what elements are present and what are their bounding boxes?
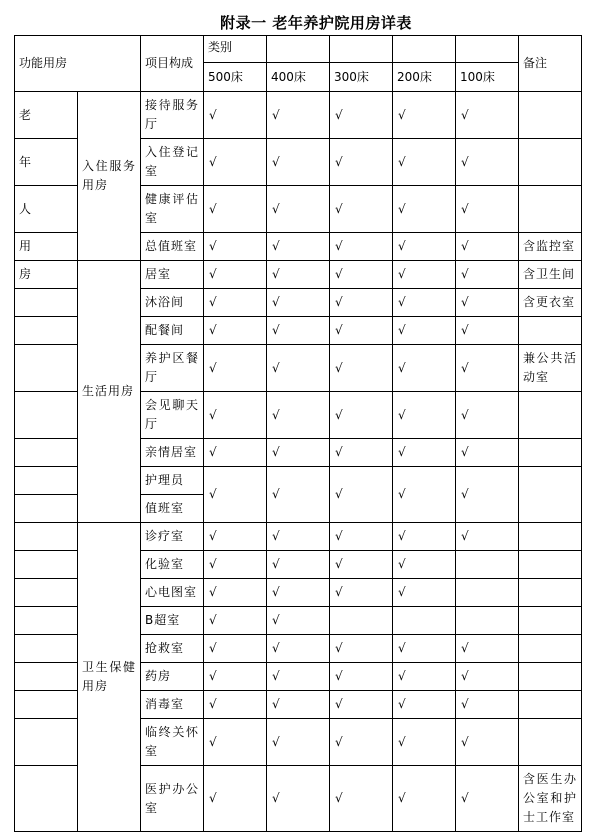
check-mark: √ xyxy=(204,261,267,289)
remark-cell: 含医生办公室和护士工作室 xyxy=(519,766,582,832)
side-label-cell: 年 xyxy=(15,139,78,186)
header-function-room: 功能用房 xyxy=(15,36,141,92)
header-beds-400: 400床 xyxy=(267,63,330,92)
check-mark: √ xyxy=(456,92,519,139)
check-mark: √ xyxy=(204,663,267,691)
check-mark: √ xyxy=(393,439,456,467)
header-category: 类别 xyxy=(204,36,267,63)
check-mark: √ xyxy=(204,92,267,139)
check-mark: √ xyxy=(393,719,456,766)
check-mark: √ xyxy=(456,289,519,317)
table-row xyxy=(15,261,582,289)
check-mark: √ xyxy=(456,691,519,719)
check-mark: √ xyxy=(330,467,393,523)
check-mark: √ xyxy=(267,345,330,392)
check-mark: √ xyxy=(393,317,456,345)
check-mark: √ xyxy=(393,579,456,607)
check-mark: √ xyxy=(204,439,267,467)
check-mark: √ xyxy=(330,289,393,317)
check-mark: √ xyxy=(330,635,393,663)
room-item: 会见聊天厅 xyxy=(141,392,204,439)
check-mark: √ xyxy=(204,607,267,635)
group-label: 生活用房 xyxy=(78,261,141,523)
check-mark: √ xyxy=(456,317,519,345)
check-mark: √ xyxy=(456,186,519,233)
side-empty-cell xyxy=(15,766,78,832)
header-empty xyxy=(267,36,330,63)
check-mark: √ xyxy=(267,766,330,832)
check-mark: √ xyxy=(267,186,330,233)
check-mark: √ xyxy=(456,139,519,186)
check-mark: √ xyxy=(393,345,456,392)
check-mark: √ xyxy=(267,289,330,317)
check-mark: √ xyxy=(456,233,519,261)
check-mark: √ xyxy=(204,186,267,233)
check-mark: √ xyxy=(204,523,267,551)
room-item: 临终关怀室 xyxy=(141,719,204,766)
check-mark: √ xyxy=(267,317,330,345)
check-mark: √ xyxy=(204,719,267,766)
header-beds-100: 100床 xyxy=(456,63,519,92)
check-empty xyxy=(330,607,393,635)
check-mark: √ xyxy=(393,392,456,439)
check-mark: √ xyxy=(330,345,393,392)
check-mark: √ xyxy=(393,766,456,832)
check-mark: √ xyxy=(267,467,330,523)
check-mark: √ xyxy=(330,719,393,766)
side-label-cell: 用 xyxy=(15,233,78,261)
side-empty-cell xyxy=(15,551,78,579)
table-row xyxy=(15,92,582,139)
check-mark: √ xyxy=(204,635,267,663)
side-empty-cell xyxy=(15,317,78,345)
room-item: 诊疗室 xyxy=(141,523,204,551)
check-mark: √ xyxy=(204,766,267,832)
side-empty-cell xyxy=(15,579,78,607)
check-mark: √ xyxy=(393,635,456,663)
check-mark: √ xyxy=(456,439,519,467)
check-mark: √ xyxy=(393,261,456,289)
check-mark: √ xyxy=(330,186,393,233)
side-empty-cell xyxy=(15,467,78,495)
check-mark: √ xyxy=(456,345,519,392)
check-mark: √ xyxy=(456,392,519,439)
check-empty xyxy=(456,551,519,579)
side-empty-cell xyxy=(15,607,78,635)
side-label-cell: 老 xyxy=(15,92,78,139)
check-mark: √ xyxy=(393,186,456,233)
room-item: 医护办公室 xyxy=(141,766,204,832)
check-mark: √ xyxy=(330,261,393,289)
check-mark: √ xyxy=(267,139,330,186)
check-mark: √ xyxy=(330,139,393,186)
check-mark: √ xyxy=(330,579,393,607)
remark-cell xyxy=(519,523,582,551)
remark-cell xyxy=(519,663,582,691)
side-label-cell: 房 xyxy=(15,261,78,289)
remark-cell: 含监控室 xyxy=(519,233,582,261)
check-mark: √ xyxy=(330,663,393,691)
remark-cell xyxy=(519,579,582,607)
check-mark: √ xyxy=(393,467,456,523)
room-item: 接待服务厅 xyxy=(141,92,204,139)
check-mark: √ xyxy=(456,719,519,766)
check-mark: √ xyxy=(330,766,393,832)
check-mark: √ xyxy=(393,289,456,317)
room-item: 药房 xyxy=(141,663,204,691)
header-empty xyxy=(456,36,519,63)
room-item: 总值班室 xyxy=(141,233,204,261)
room-item: 入住登记室 xyxy=(141,139,204,186)
side-empty-cell xyxy=(15,439,78,467)
check-mark: √ xyxy=(330,92,393,139)
header-beds-300: 300床 xyxy=(330,63,393,92)
check-mark: √ xyxy=(204,345,267,392)
group-label: 入住服务用房 xyxy=(78,92,141,261)
check-mark: √ xyxy=(330,317,393,345)
remark-cell: 含更衣室 xyxy=(519,289,582,317)
check-mark: √ xyxy=(204,579,267,607)
remark-cell xyxy=(519,607,582,635)
room-item: 配餐间 xyxy=(141,317,204,345)
check-mark: √ xyxy=(330,551,393,579)
remark-cell xyxy=(519,691,582,719)
room-item: B超室 xyxy=(141,607,204,635)
check-mark: √ xyxy=(267,635,330,663)
remark-cell xyxy=(519,467,582,523)
check-mark: √ xyxy=(393,523,456,551)
check-mark: √ xyxy=(330,523,393,551)
remark-cell xyxy=(519,439,582,467)
remark-cell xyxy=(519,92,582,139)
side-empty-cell xyxy=(15,495,78,523)
room-detail-table xyxy=(14,35,582,832)
document-title: 附录一 老年养护院用房详表 xyxy=(220,14,412,32)
check-mark: √ xyxy=(267,92,330,139)
check-mark: √ xyxy=(330,233,393,261)
check-empty xyxy=(456,579,519,607)
check-mark: √ xyxy=(267,607,330,635)
room-item: 亲情居室 xyxy=(141,439,204,467)
check-mark: √ xyxy=(393,691,456,719)
check-mark: √ xyxy=(393,92,456,139)
side-label-cell: 人 xyxy=(15,186,78,233)
check-mark: √ xyxy=(267,392,330,439)
check-mark: √ xyxy=(330,439,393,467)
check-mark: √ xyxy=(267,439,330,467)
header-beds-500: 500床 xyxy=(204,63,267,92)
remark-cell: 含卫生间 xyxy=(519,261,582,289)
check-mark: √ xyxy=(330,392,393,439)
check-mark: √ xyxy=(267,579,330,607)
check-empty xyxy=(456,607,519,635)
room-item: 值班室 xyxy=(141,495,204,523)
check-mark: √ xyxy=(393,663,456,691)
table-row xyxy=(15,523,582,551)
side-empty-cell xyxy=(15,392,78,439)
check-mark: √ xyxy=(204,289,267,317)
header-project: 项目构成 xyxy=(141,36,204,92)
check-mark: √ xyxy=(267,233,330,261)
room-item: 抢救室 xyxy=(141,635,204,663)
check-mark: √ xyxy=(204,392,267,439)
side-empty-cell xyxy=(15,289,78,317)
check-mark: √ xyxy=(393,551,456,579)
check-mark: √ xyxy=(204,317,267,345)
room-item: 化验室 xyxy=(141,551,204,579)
room-item: 消毒室 xyxy=(141,691,204,719)
check-mark: √ xyxy=(267,663,330,691)
check-mark: √ xyxy=(204,139,267,186)
side-empty-cell xyxy=(15,663,78,691)
room-item: 护理员 xyxy=(141,467,204,495)
header-beds-200: 200床 xyxy=(393,63,456,92)
remark-cell xyxy=(519,139,582,186)
check-mark: √ xyxy=(204,551,267,579)
room-item: 心电图室 xyxy=(141,579,204,607)
remark-cell xyxy=(519,317,582,345)
check-mark: √ xyxy=(393,233,456,261)
check-mark: √ xyxy=(267,261,330,289)
remark-cell: 兼公共活动室 xyxy=(519,345,582,392)
header-remarks: 备注 xyxy=(519,36,582,92)
check-empty xyxy=(393,607,456,635)
room-item: 沐浴间 xyxy=(141,289,204,317)
check-mark: √ xyxy=(456,766,519,832)
room-item: 健康评估室 xyxy=(141,186,204,233)
check-mark: √ xyxy=(456,261,519,289)
header-row-top xyxy=(15,36,582,63)
side-empty-cell xyxy=(15,345,78,392)
remark-cell xyxy=(519,186,582,233)
check-mark: √ xyxy=(204,233,267,261)
side-empty-cell xyxy=(15,691,78,719)
check-mark: √ xyxy=(456,467,519,523)
check-mark: √ xyxy=(204,691,267,719)
check-mark: √ xyxy=(267,551,330,579)
group-label: 卫生保健用房 xyxy=(78,523,141,832)
remark-cell xyxy=(519,635,582,663)
check-mark: √ xyxy=(267,523,330,551)
check-mark: √ xyxy=(330,691,393,719)
room-item: 养护区餐厅 xyxy=(141,345,204,392)
check-mark: √ xyxy=(267,719,330,766)
remark-cell xyxy=(519,551,582,579)
remark-cell xyxy=(519,392,582,439)
check-mark: √ xyxy=(456,523,519,551)
room-item: 居室 xyxy=(141,261,204,289)
check-mark: √ xyxy=(204,467,267,523)
check-mark: √ xyxy=(267,691,330,719)
side-empty-cell xyxy=(15,719,78,766)
header-empty xyxy=(393,36,456,63)
side-empty-cell xyxy=(15,523,78,551)
check-mark: √ xyxy=(456,663,519,691)
header-empty xyxy=(330,36,393,63)
check-mark: √ xyxy=(456,635,519,663)
remark-cell xyxy=(519,719,582,766)
check-mark: √ xyxy=(393,139,456,186)
side-empty-cell xyxy=(15,635,78,663)
